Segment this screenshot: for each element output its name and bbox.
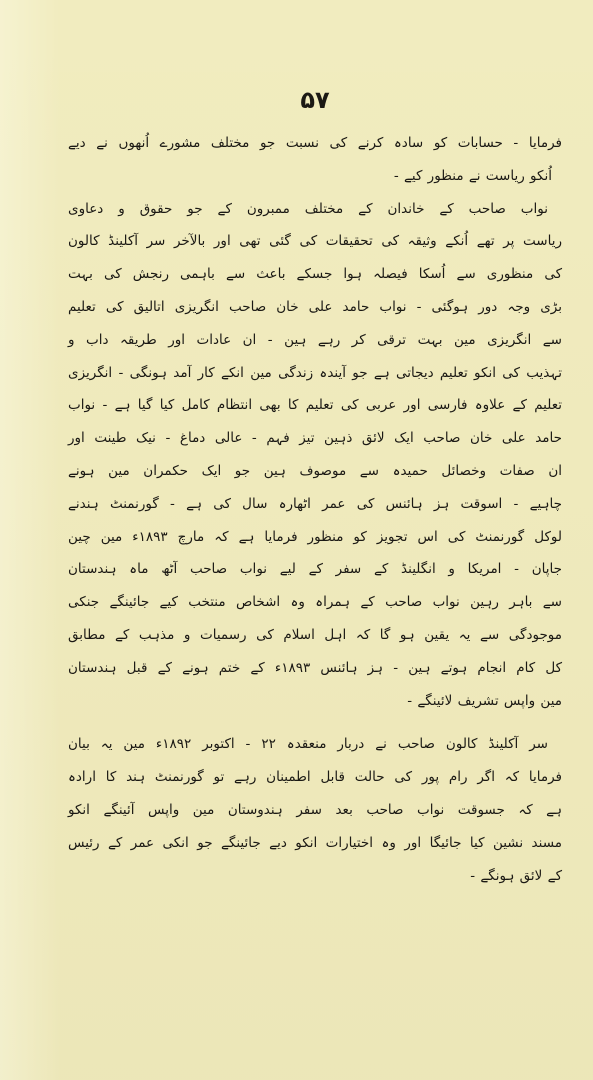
text-line: تہذیب کی انکو تعلیم دیجاتی ہے جو آیندہ زندگی مین انکے کار آمد ہونگی - انگریزی [68, 364, 562, 381]
text-line: موجودگی سے یہ یقین ہو گا کہ اہل اسلام کی رسمیات و مذہب کے مطابق [68, 626, 562, 643]
text-line: کی منظوری سے اُسکا فیصلہ ہوا جسکے باعث سے باہمی رنجش کی بہت [68, 266, 562, 283]
text-block [68, 127, 562, 892]
text-line: فرمایا - حسابات کو سادہ کرنے کی نسبت جو مختلف مشورے اُنھوں نے دیے [68, 135, 562, 151]
page-number: ۵۷ [300, 86, 330, 114]
paragraph [68, 193, 562, 718]
text-line: لوکل گورنمنٹ کی اس تجویز کو منظور فرمایا ہے کہ مارچ ۱۸۹۳ء مین چین [68, 528, 562, 545]
text-line: جاپان - امریکا و انگلینڈ کے سفر کے لیے نواب صاحب آٹھ ماہ ہندستان [68, 561, 562, 578]
text-line: ہے کہ جسوقت نواب صاحب بعد سفر ہندوستان مین واپس آئینگے انکو [68, 801, 562, 818]
text-line: چاہیے - اسوقت ہز ہائنس کی عمر اٹھارہ سال کی ہے - گورنمنٹ ہندنے [68, 495, 562, 512]
text-line: سر آکلینڈ کالون صاحب نے دربار منعقدہ ۲۲ - اکتوبر ۱۸۹۲ء مین یہ بیان [68, 736, 548, 753]
paragraph [68, 728, 562, 892]
text-line: مین واپس تشریف لائینگے - [407, 692, 562, 709]
text-line: سے انگریزی مین بہت ترقی کر رہے ہین - ان عادات اور طریقہ داب و [68, 331, 562, 348]
text-line: نواب صاحب کے خاندان کے مختلف ممبرون کے جو حقوق و دعاوی [68, 200, 548, 217]
text-line: تعلیم کے علاوہ فارسی اور عربی کی تعلیم کا بھی انتظام کامل کیا گیا ہے - نواب [68, 397, 562, 414]
text-line: حامد علی خان صاحب ایک لائق ذہین تیز فہم - عالی دماغ - نیک طینت اور [68, 430, 562, 447]
text-line: اُنکو ریاست نے منظور کیے - [393, 167, 552, 184]
paragraph [68, 127, 562, 193]
text-line: کے لائق ہونگے - [470, 867, 562, 884]
text-line: ان صفات وخصائل حمیدہ سے موصوف ہین جو ایک حکمران مین ہونے [68, 462, 562, 479]
text-line: سے باہر رہین نواب صاحب کے ہمراہ وہ اشخاص منتخب کیے جائینگے جنکی [68, 594, 562, 611]
text-line: ریاست پر تھے اُنکے وثیقہ کی تحقیقات کی گئی تھی اور بالآخر سر آکلینڈ کالون [68, 233, 562, 250]
text-line: کل کام انجام ہوتے ہین - ہز ہائنس ۱۸۹۳ء کے ختم ہونے کے قبل ہندستان [68, 659, 562, 676]
text-line: بڑی وجہ دور ہوگئی - نواب حامد علی خان صاحب انگریزی اتالیق کی تعلیم [68, 298, 562, 315]
text-line: مسند نشین کیا جائیگا اور وہ اختیارات انکو دیے جائینگے جو انکی عمر کے رئیس [68, 834, 562, 851]
text-line: فرمایا کہ اگر رام پور کی حالت قابل اطمینان رہے تو گورنمنٹ ہند کا ارادہ [68, 769, 562, 786]
